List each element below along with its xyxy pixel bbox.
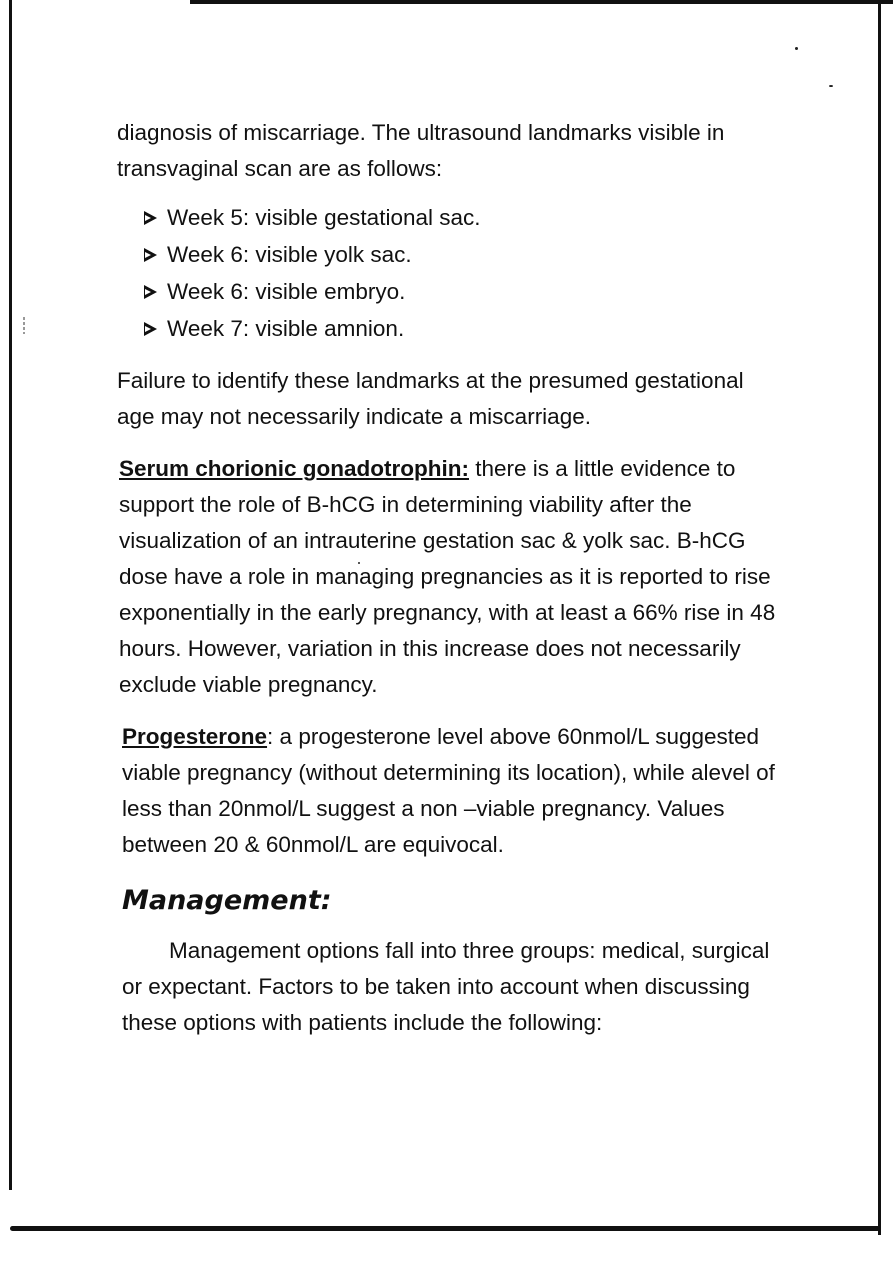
document-page: [117, 115, 777, 1041]
scan-top-border: [190, 0, 893, 4]
scan-left-border: [9, 0, 12, 1190]
list-item: [144, 310, 777, 347]
progesterone-heading: Progesterone: [122, 724, 268, 749]
scan-right-border: [878, 0, 881, 1235]
progesterone-text: : a progesterone level above 60nmol/L suggested viable pregnancy (without determining its location), while alevel of less than 20nmol/L suggest a non –viable pregnancy. Values between 20 & 60nmol/L are equivocal.: [122, 724, 775, 857]
landmark-list: [117, 199, 777, 347]
list-item-text: Week 6: visible yolk sac.: [167, 242, 412, 267]
serum-paragraph: [119, 451, 777, 703]
list-item-text: Week 7: visible amnion.: [167, 316, 405, 341]
list-item-text: Week 6: visible embryo.: [167, 279, 406, 304]
arrowhead-bullet-icon: [144, 285, 157, 299]
list-item-text: Week 5: visible gestational sac.: [167, 205, 481, 230]
scan-margin-dots: [23, 316, 25, 334]
scan-speck: [829, 85, 833, 87]
failure-paragraph: Failure to identify these landmarks at the presumed gestational age may not necessarily indicate a miscarriage.: [117, 368, 744, 429]
serum-text: there is a little evidence to support the role of B-hCG in determining viability after the visualization of an intrauterine gestation sac & yolk sac. B-hCG dose have a role in managing pregnancies as it is reported to rise exponentially in the early pregnancy, with at least a 66% rise in 48 hours. However, variation in this increase does not necessarily exclude viable pregnancy.: [119, 456, 776, 697]
intro-paragraph: diagnosis of miscarriage. The ultrasound landmarks visible in transvaginal scan are as follows:: [117, 120, 725, 181]
arrowhead-bullet-icon: [144, 248, 157, 262]
management-heading: Management:: [122, 885, 332, 916]
list-item: [144, 273, 777, 310]
progesterone-paragraph: [122, 719, 777, 863]
scan-bottom-border: [10, 1226, 880, 1231]
serum-heading: Serum chorionic gonadotrophin:: [119, 456, 469, 481]
list-item: [144, 199, 777, 236]
list-item: [144, 236, 777, 273]
management-paragraph: Management options fall into three groups: medical, surgical or expectant. Factors to be taken into account when discussing these options with patients include the following:: [122, 938, 770, 1035]
arrowhead-bullet-icon: [144, 211, 157, 225]
arrowhead-bullet-icon: [144, 322, 157, 336]
scan-speck: [795, 47, 798, 50]
